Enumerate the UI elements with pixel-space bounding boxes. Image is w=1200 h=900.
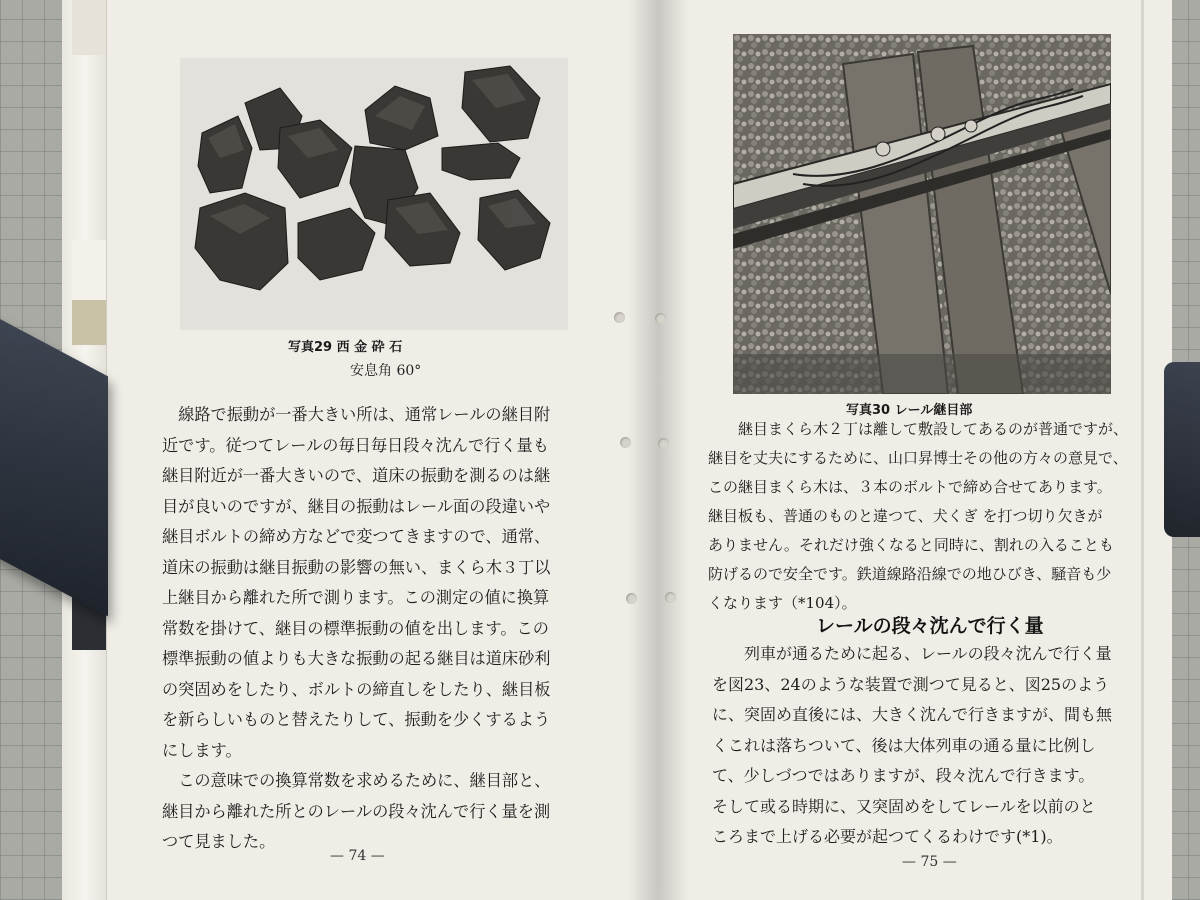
photo-crushed-stone [180,58,568,330]
book-gutter-shadow [628,0,688,900]
page-number-left: — 74 — [330,848,385,864]
photo30-caption: 写真30 レール継目部 [846,403,973,418]
right-body-text-bottom [712,639,1122,853]
binding-hole [665,592,676,603]
right-body-text-top [708,415,1128,618]
left-paragraph-1: 線路で振動が一番大きい所は、通常レールの継目附 近です。従つてレールの毎日毎日段々沈んで行く量も 継目附近が一番大きいので、道床の振動を測るのは継 目が良いのですが、継目の振動はレール面の段違いや 継目ボルトの締め方などで変つてきますので、通常、 道床の振動は継目振動の影響の無い、まくら木３丁以 上継目から離れた所で測ります。この測定の値に換算 常数を掛けて、継目の標準振動の値を出します。この 標準振動の値よりも大きな振動の起る継目は道床砂利 の突固めをしたり、ボルトの締直しをしたり、継目板 を新らしいものと替えたりして、振動を少くするよう にします。 [162,405,551,760]
dark-weight-block-right [1164,362,1200,537]
photo29-caption: 写真29 西 金 砕 石 [288,340,403,355]
right-paragraph-2: 列車が通るために起る、レールの段々沈んで行く量 を図23、24のような装置で測つて見ると、図25のよう に、突固め直後には、大きく沈んで行きますが、間も無 くこれは落ちついて、後は大体列車の通る量に比例し て、少しづつではありますが、段々沈んで行きます。 そして或る時期に、又突固めをしてレールを以前のと ころまで上げる必要が起つてくるわけです(*1)。 [712,644,1113,846]
photo-rail-joint [733,34,1111,394]
binding-hole [614,312,625,323]
binding-hole [655,313,666,324]
section-heading: レールの段々沈んで行く量 [816,615,1044,637]
left-paragraph-2: この意味での換算常数を求めるために、継目部と、 継目から離れた所とのレールの段々沈んで行く量を測 つて見ました。 [162,771,551,851]
binding-hole [658,438,669,449]
binding-hole [620,437,631,448]
cover-stripe-light [72,0,108,55]
binding-hole [626,593,637,604]
page-number-right: — 75 — [902,854,957,870]
photo29-subcaption: 安息角 60° [350,363,422,379]
left-body-text [162,400,602,858]
right-page-edge [1141,0,1144,900]
right-paragraph-1: 継目まくら木２丁は離して敷設してあるのが普通ですが、 継目を丈夫にするために、山口昇博士その他の方々の意見で、 この継目まくら木は、３本のボルトで締め合せてあります。 継目板も、普通のものと違つて、犬くぎ を打つ切り欠きが ありません。それだけ強くなると同時に、割れの入ることも 防げるので安全です。鉄道線路沿線での地ひびき、騒音も少 くなります（*104）。 [708,420,1129,612]
cover-stripe-tan [72,300,108,345]
cover-stripe-white [72,240,108,300]
